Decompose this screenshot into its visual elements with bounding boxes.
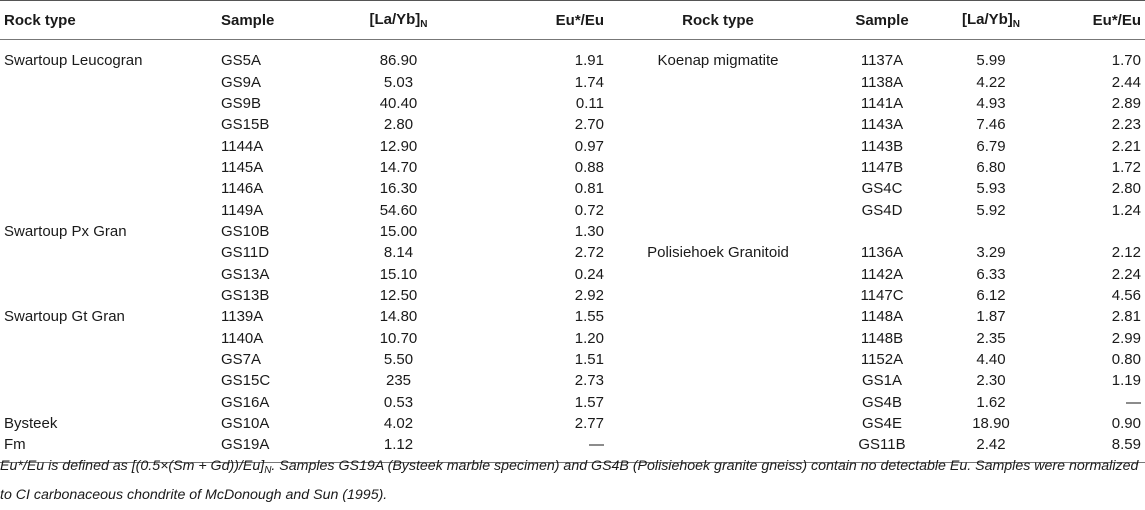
la-yb-label: [La/Yb] — [369, 10, 421, 28]
rock-type-left-cell — [0, 71, 217, 92]
la-yb-subscript: N — [1012, 18, 1021, 30]
sample-right-cell: 1152A — [860, 350, 904, 368]
sample-right-cell: 1147C — [860, 286, 904, 304]
sample-left-cell: GS7A — [221, 350, 262, 368]
table-body — [0, 40, 1145, 463]
rock-type-left-cell — [0, 242, 217, 263]
header-la-yb-left — [325, 1, 472, 40]
la-yb-left-cell: 8.14 — [383, 244, 414, 262]
eu-left-cell: 1.20 — [574, 329, 604, 347]
sample-left-cell: GS11D — [221, 244, 270, 262]
rock-type-left-cell: Swartoup Leucogran — [4, 52, 143, 70]
la-yb-right-cell: 4.22 — [976, 73, 1006, 91]
table-row — [0, 242, 1145, 263]
header-eu-right: Eu*/Eu — [1046, 1, 1145, 40]
la-yb-left-cell: 14.80 — [379, 308, 418, 326]
footnote-part-1: Eu*/Eu is defined as [(0.5×(Sm + Gd))/Eu] — [0, 458, 265, 474]
eu-right-cell: 2.81 — [1111, 308, 1141, 326]
eu-left-cell: 1.51 — [574, 350, 604, 368]
rock-type-right-cell — [608, 221, 828, 242]
la-yb-right-cell: 4.93 — [976, 94, 1006, 112]
la-yb-left-cell: 15.10 — [379, 265, 418, 283]
la-yb-right-cell: 4.40 — [976, 350, 1006, 368]
la-yb-right-cell: 7.46 — [976, 116, 1006, 134]
eu-left-cell: 0.81 — [574, 180, 604, 198]
eu-right-cell: 2.80 — [1111, 180, 1141, 198]
rock-type-right-cell — [608, 370, 828, 391]
table-row — [0, 285, 1145, 306]
rock-type-left-cell: Fm — [0, 434, 217, 462]
la-yb-right-cell: 2.30 — [976, 372, 1006, 390]
sample-right-cell: 1148A — [860, 308, 904, 326]
table-row — [0, 114, 1145, 135]
sample-right-cell: GS1A — [861, 372, 903, 390]
la-yb-right-cell: 6.12 — [976, 286, 1006, 304]
eu-left-cell: — — [472, 434, 608, 462]
table-row — [0, 157, 1145, 178]
eu-right-cell: 0.80 — [1111, 350, 1141, 368]
sample-left-cell: GS10A — [221, 415, 270, 433]
sample-left-cell: 1145A — [221, 158, 264, 176]
la-yb-left-cell: 14.70 — [379, 158, 418, 176]
eu-right-cell: 1.72 — [1111, 158, 1141, 176]
table-row — [0, 40, 1145, 72]
sample-right-cell: GS4C — [861, 180, 903, 198]
eu-left-cell: 0.72 — [574, 201, 604, 219]
rock-type-left-cell — [0, 285, 217, 306]
rock-type-right-cell: Polisiehoek Granitoid — [647, 244, 789, 262]
la-yb-right-cell: 5.93 — [976, 180, 1006, 198]
table-row — [0, 349, 1145, 370]
rock-type-right-cell — [608, 199, 828, 220]
la-yb-right-cell: 2.35 — [976, 329, 1006, 347]
sample-left-cell: GS10B — [221, 222, 270, 240]
eu-right-cell — [1046, 221, 1145, 242]
header-rock-type-left: Rock type — [0, 1, 217, 40]
rock-type-right-cell: Koenap migmatite — [657, 52, 779, 70]
la-yb-right-cell: 3.29 — [976, 244, 1006, 262]
eu-left-cell: 1.57 — [574, 393, 604, 411]
table-row — [0, 413, 1145, 434]
la-yb-left-cell: 40.40 — [379, 94, 418, 112]
rock-type-left-cell — [0, 135, 217, 156]
rock-type-left-cell — [0, 327, 217, 348]
rock-type-right-cell — [608, 71, 828, 92]
la-yb-right-cell: 6.79 — [976, 137, 1006, 155]
rock-type-right-cell — [608, 285, 828, 306]
eu-left-cell: 1.30 — [574, 222, 604, 240]
eu-right-cell: 2.44 — [1111, 73, 1141, 91]
sample-left-cell: GS13A — [221, 265, 270, 283]
table-row — [0, 199, 1145, 220]
table-footnote — [0, 454, 1140, 507]
table-row — [0, 370, 1145, 391]
eu-right-cell: 2.99 — [1111, 329, 1141, 347]
la-yb-right-cell: 1.62 — [976, 393, 1006, 411]
sample-right-cell: 1147B — [860, 158, 904, 176]
rock-type-left-cell — [0, 199, 217, 220]
rock-type-left-cell: Swartoup Px Gran — [4, 222, 127, 240]
footnote-part-2: . Samples GS19A (Bysteek marble specimen) and GS4B (Polisiehoek granite gneiss) contain no detectable Eu. Samples were normalized to CI carbonaceous chondrite of McDonough and Sun (1995). — [0, 458, 1139, 503]
header-la-yb-right — [936, 1, 1046, 40]
rock-type-right-cell — [608, 135, 828, 156]
la-yb-left-cell: 12.50 — [379, 286, 418, 304]
eu-left-cell: 2.70 — [574, 116, 604, 134]
sample-right-cell: GS4E — [861, 415, 903, 433]
la-yb-left-cell: 235 — [385, 372, 412, 390]
sample-left-cell: 1139A — [221, 308, 264, 326]
la-yb-left-cell: 1.12 — [325, 434, 472, 462]
la-yb-right-cell: 2.42 — [936, 434, 1046, 462]
sample-right-cell: 1143B — [860, 137, 904, 155]
eu-right-cell: — — [1126, 393, 1141, 411]
eu-right-cell: 0.90 — [1111, 415, 1141, 433]
eu-left-cell: 1.55 — [574, 308, 604, 326]
la-yb-left-cell: 54.60 — [379, 201, 418, 219]
rock-type-right-cell — [608, 157, 828, 178]
rock-type-right-cell — [608, 93, 828, 114]
table-row — [0, 392, 1145, 413]
rock-type-left-cell: Swartoup Gt Gran — [4, 308, 125, 326]
rock-type-left-cell — [0, 392, 217, 413]
eu-right-cell: 2.23 — [1111, 116, 1141, 134]
rock-type-left-cell — [0, 93, 217, 114]
eu-left-cell: 0.97 — [574, 137, 604, 155]
eu-right-cell: 8.59 — [1046, 434, 1145, 462]
eu-right-cell: 2.21 — [1111, 137, 1141, 155]
eu-left-cell: 2.73 — [574, 372, 604, 390]
eu-left-cell: 0.24 — [574, 265, 604, 283]
eu-right-cell: 4.56 — [1111, 286, 1141, 304]
rock-type-left-cell — [0, 157, 217, 178]
la-yb-right-cell: 18.90 — [972, 415, 1010, 433]
la-yb-left-cell: 15.00 — [379, 222, 418, 240]
table-row — [0, 306, 1145, 327]
la-yb-left-cell: 10.70 — [379, 329, 418, 347]
sample-right-cell — [828, 221, 936, 242]
sample-left-cell: GS9A — [221, 73, 262, 91]
la-yb-right-cell: 5.99 — [976, 52, 1006, 70]
rock-type-right-cell — [608, 349, 828, 370]
la-yb-right-cell: 5.92 — [976, 201, 1006, 219]
la-yb-left-cell: 16.30 — [379, 180, 418, 198]
rock-type-left-cell: Bysteek — [4, 415, 58, 433]
sample-right-cell: 1137A — [860, 52, 904, 70]
sample-right-cell: GS4D — [861, 201, 903, 219]
table-row — [0, 263, 1145, 284]
sample-left-cell: 1146A — [221, 180, 264, 198]
rock-type-right-cell — [608, 392, 828, 413]
rock-type-right-cell — [608, 413, 828, 434]
eu-left-cell: 2.72 — [574, 244, 604, 262]
rock-type-left-cell — [0, 349, 217, 370]
table-row — [0, 135, 1145, 156]
la-yb-left-cell: 0.53 — [383, 393, 414, 411]
rock-type-right-cell — [608, 178, 828, 199]
sample-left-cell: GS13B — [221, 286, 270, 304]
la-yb-left-cell: 5.03 — [383, 73, 414, 91]
sample-left-cell: 1144A — [221, 137, 264, 155]
header-rock-type-right: Rock type — [608, 1, 828, 40]
la-yb-subscript: N — [420, 18, 428, 30]
la-yb-right-cell: 1.87 — [976, 308, 1006, 326]
eu-left-cell: 2.77 — [574, 415, 604, 433]
header-sample-left: Sample — [217, 1, 325, 40]
la-yb-right-cell — [936, 221, 1046, 242]
sample-right-cell: GS11B — [828, 434, 936, 462]
rock-type-right-cell — [608, 306, 828, 327]
sample-right-cell: 1143A — [860, 116, 904, 134]
la-yb-right-cell: 6.80 — [976, 158, 1006, 176]
header-eu-left: Eu*/Eu — [472, 1, 608, 40]
sample-left-cell: GS16A — [221, 393, 270, 411]
table-row — [0, 93, 1145, 114]
rock-type-left-cell — [0, 263, 217, 284]
eu-left-cell: 2.92 — [574, 286, 604, 304]
eu-left-cell: 0.11 — [575, 94, 604, 112]
la-yb-left-cell: 5.50 — [383, 350, 414, 368]
la-yb-right-cell: 6.33 — [976, 265, 1006, 283]
la-yb-left-cell: 2.80 — [383, 116, 414, 134]
sample-right-cell: GS4B — [861, 393, 903, 411]
rock-type-left-cell — [0, 370, 217, 391]
la-yb-left-cell: 86.90 — [379, 52, 418, 70]
rock-type-right-cell — [608, 114, 828, 135]
sample-right-cell: 1138A — [860, 73, 904, 91]
la-yb-label: [La/Yb] — [961, 10, 1013, 28]
sample-right-cell: 1142A — [860, 265, 904, 283]
table-row — [0, 327, 1145, 348]
table-header — [0, 1, 1145, 40]
sample-left-cell: 1149A — [221, 201, 264, 219]
eu-right-cell: 2.12 — [1111, 244, 1141, 262]
rock-type-left-cell — [0, 178, 217, 199]
eu-right-cell: 1.24 — [1111, 201, 1141, 219]
rock-type-right-cell — [608, 327, 828, 348]
la-yb-left-cell: 4.02 — [383, 415, 414, 433]
table-row — [0, 178, 1145, 199]
table-row — [0, 71, 1145, 92]
header-sample-right: Sample — [828, 1, 936, 40]
eu-right-cell: 2.89 — [1111, 94, 1141, 112]
footnote-subscript: N — [264, 465, 272, 476]
eu-left-cell: 1.91 — [574, 52, 604, 70]
eu-left-cell: 0.88 — [574, 158, 604, 176]
sample-left-cell: GS5A — [221, 52, 262, 70]
sample-right-cell: 1148B — [860, 329, 904, 347]
rock-type-left-cell — [0, 114, 217, 135]
sample-left-cell: GS15B — [221, 116, 270, 134]
la-yb-left-cell: 12.90 — [379, 137, 418, 155]
sample-left-cell: GS19A — [217, 434, 325, 462]
sample-left-cell: GS15C — [221, 372, 271, 390]
sample-left-cell: 1140A — [221, 329, 264, 347]
sample-right-cell: 1141A — [860, 94, 904, 112]
eu-right-cell: 1.70 — [1111, 52, 1141, 70]
header-row — [0, 1, 1145, 40]
eu-right-cell: 2.24 — [1111, 265, 1141, 283]
sample-left-cell: GS9B — [221, 94, 262, 112]
rock-type-right-cell — [608, 263, 828, 284]
table-row — [0, 221, 1145, 242]
sample-right-cell: 1136A — [860, 244, 904, 262]
eu-left-cell: 1.74 — [574, 73, 604, 91]
eu-right-cell: 1.19 — [1111, 372, 1141, 390]
